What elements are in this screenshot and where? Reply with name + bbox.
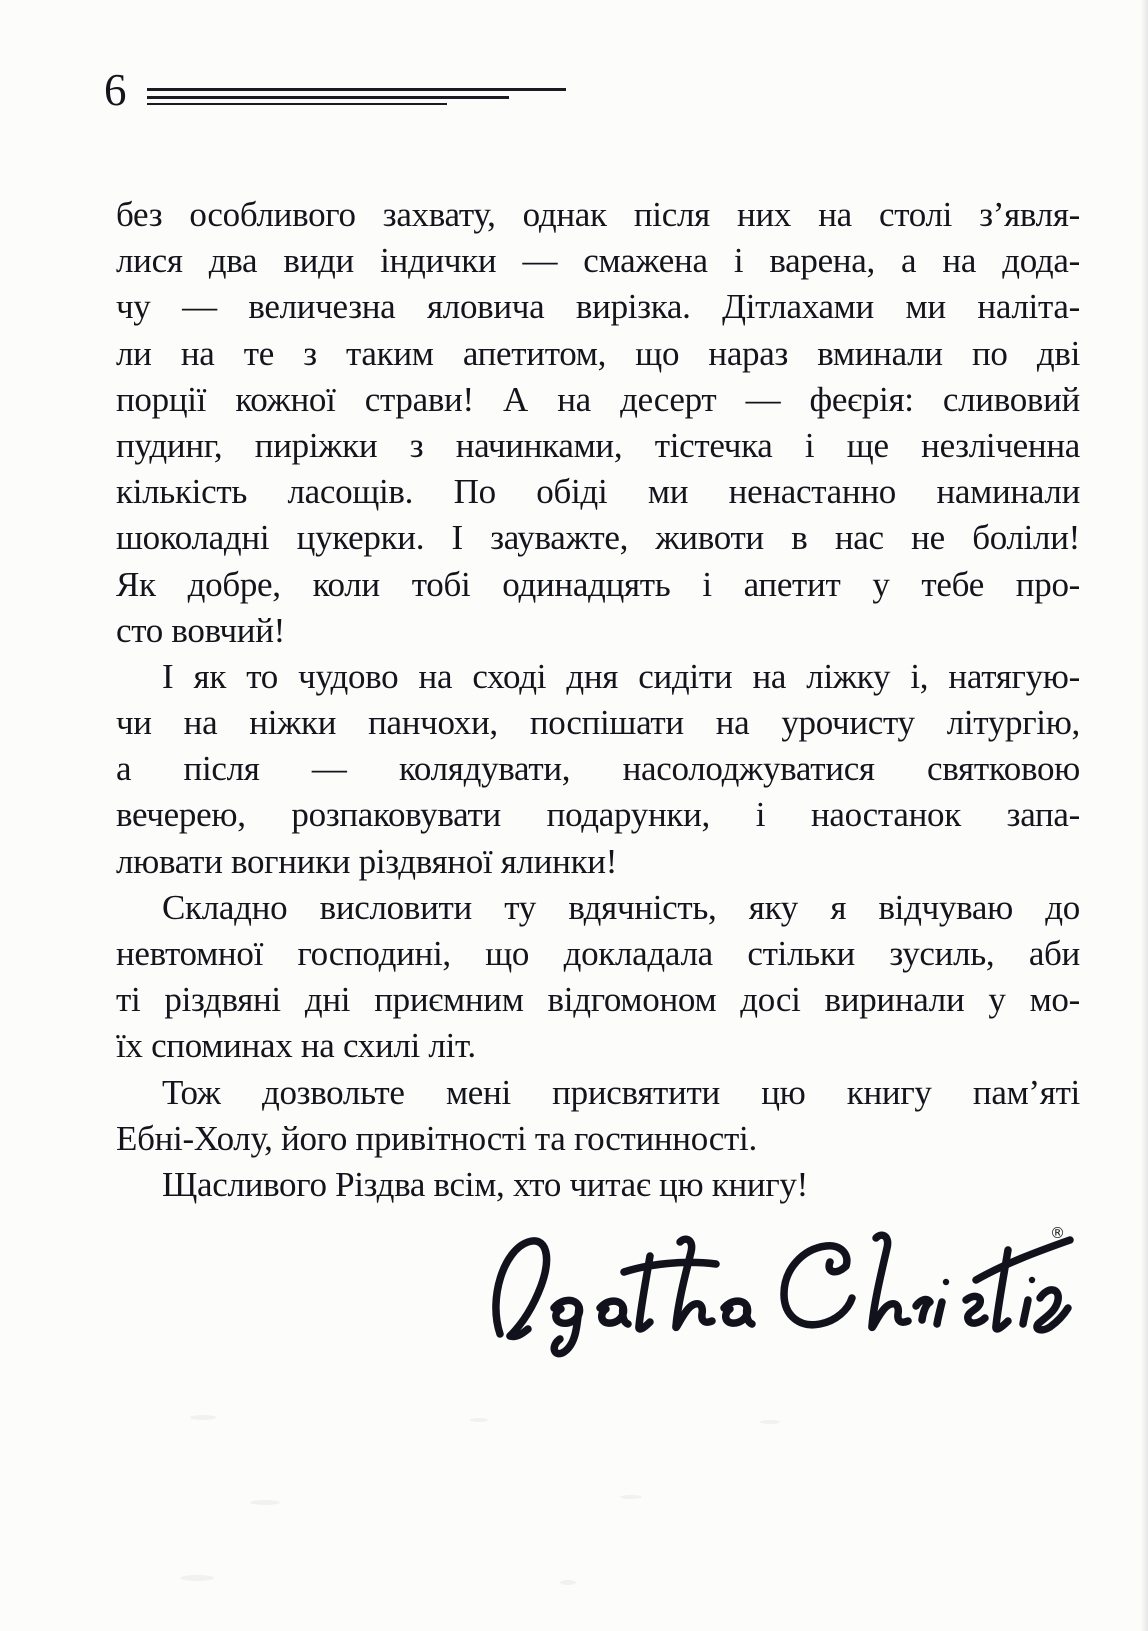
ornament-rule-top [147, 88, 566, 91]
text-line: невтомної господині, що докладала стільки зусиль, аби [116, 934, 1080, 973]
scan-noise [470, 1418, 488, 1422]
text-line: Складно висловити ту вдячність, яку я відчуваю до [162, 887, 1080, 927]
scan-noise [760, 1420, 780, 1424]
header-ornament-rules [147, 88, 566, 105]
body-text [116, 192, 1080, 1208]
text-line: лювати вогники різдвяної ялинки! [116, 841, 618, 881]
text-line: ли на те з таким апетитом, що нараз вминали по дві [116, 333, 1080, 373]
text-line: чу — величезна яловича вирізка. Дітлахами ми наліта- [116, 287, 1080, 327]
scan-noise [250, 1500, 280, 1505]
text-line: лися два види індички — смажена і варена, а на дода- [116, 241, 1080, 281]
scan-noise [190, 1415, 216, 1420]
scan-noise [180, 1575, 214, 1581]
text-line: чи на ніжки панчохи, поспішати на урочисту літургію, [116, 703, 1080, 743]
scan-edge-shadow [1141, 0, 1148, 1631]
ornament-rule-bottom [147, 103, 447, 105]
text-line: Ебні-Холу, його привітності та гостинності. [116, 1118, 757, 1158]
text-line: їх споминах на схилі літ. [116, 1026, 476, 1066]
ornament-rule-middle [147, 96, 509, 99]
text-line: сто вовчий! [116, 610, 286, 650]
text-line: порції кожної страви! А на десерт — феєрія: сливовий [116, 379, 1080, 419]
text-line: а після — колядувати, насолоджуватися святковою [116, 749, 1080, 789]
registered-trademark-mark: ® [1050, 1224, 1065, 1242]
text-line: без особливого захвату, однак після них на столі з’явля- [116, 195, 1080, 234]
text-line: Як добре, коли тобі одинадцять і апетит у тебе про- [116, 564, 1080, 604]
scan-noise [560, 1580, 576, 1585]
scan-noise [620, 1495, 642, 1499]
agatha-christie-signature [484, 1222, 1074, 1364]
text-line: І як то чудово на сході дня сидіти на ліжку і, натягую- [162, 656, 1080, 696]
text-line: Щасливого Різдва всім, хто читає цю книгу! [162, 1164, 808, 1204]
text-line: пудинг, пиріжки з начинками, тістечка і ще незліченна [116, 425, 1080, 465]
text-line: шоколадні цукерки. І зауважте, животи в нас не боліли! [116, 518, 1080, 558]
text-line: Тож дозвольте мені присвятити цю книгу пам’яті [162, 1072, 1080, 1112]
text-line: вечерею, розпаковувати подарунки, і наостанок запа- [116, 795, 1080, 835]
text-line: кількість ласощів. По обіді ми ненастанно наминали [116, 472, 1080, 512]
page-number: 6 [104, 65, 127, 115]
text-line: ті різдвяні дні приємним відгомоном досі виринали у мо- [116, 980, 1080, 1020]
